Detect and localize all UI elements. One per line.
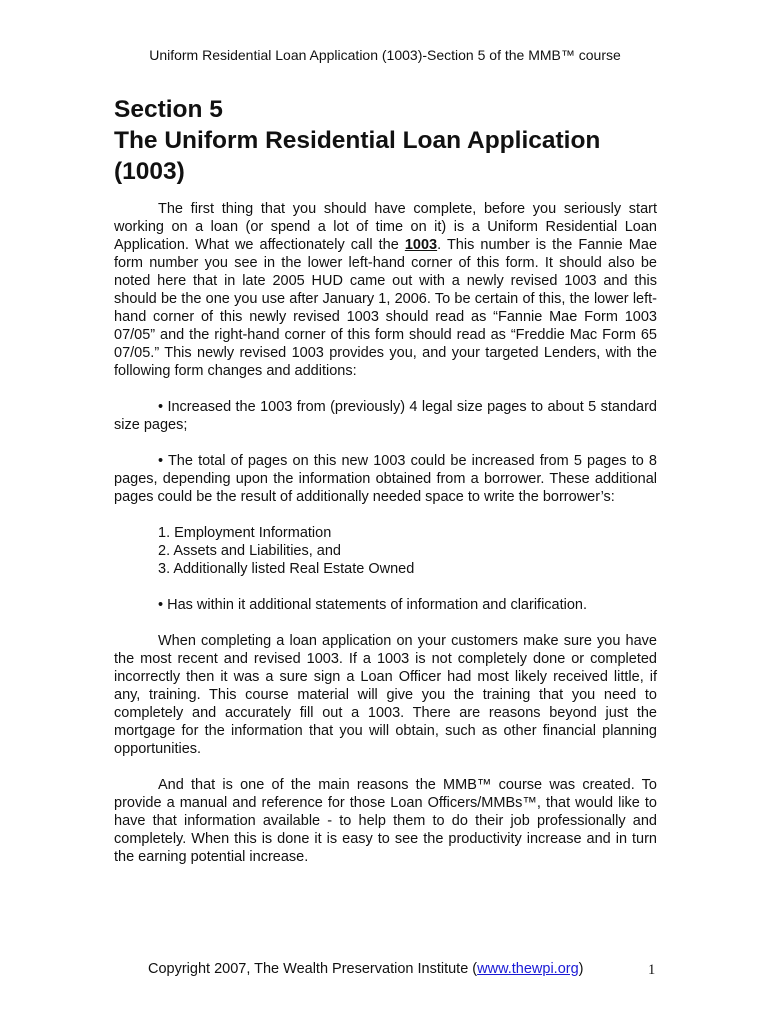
list-item: 1. Employment Information (158, 525, 332, 541)
page-number: 1 (648, 962, 656, 978)
section-title (114, 94, 674, 187)
list-item: 3. Additionally listed Real Estate Owned (158, 561, 415, 577)
section-title-line-2: The Uniform Residential Loan Application (114, 127, 601, 154)
intro-paragraph (114, 200, 657, 380)
list-item: 2. Assets and Liabilities, and (158, 543, 341, 559)
intro-text-end: . This number is the Fannie Mae form number you see in the lower left-hand corner of this form. It should also be noted here that in late 2005 HUD came out with a newly revised 1003 and this should be the one you use after January 1, 2006. To be certain of this, the lower left-hand corner of this newly revised 1003 should read as “Fannie Mae Form 1003 07/05” and the right-hand corner of this form should read as “Freddie Mac Form 65 07/05.” This newly revised 1003 provides you, and your targeted Lenders, with the following form changes and additions: (114, 237, 658, 379)
bullet-item-3: • Has within it additional statements of information and clarification. (158, 597, 588, 613)
running-header: Uniform Residential Loan Application (1003)-Section 5 of the MMB™ course (149, 47, 621, 63)
bullet-item-2: • The total of pages on this new 1003 could be increased from 5 pages to 8 pages, depending upon the information obtained from a borrower. These additional pages could be the result of additionally needed space to write the borrower’s: (114, 453, 657, 505)
intro-text-start: The first thing that you should have complete, before you seriously start working on a loan (or spend a lot of time on it) is a Uniform Residential Loan Application. What we affectionately call the (114, 201, 657, 253)
footer-copyright (148, 960, 584, 978)
paragraph-mmb-course: And that is one of the main reasons the MMB™ course was created. To provide a manual and reference for those Loan Officers/MMBs™, that would like to have that information available - to help them to do their job professionally and completely. When this is done it is easy to see the productivity increase and in turn the earning potential increase. (114, 777, 657, 865)
section-title-line-3: (1003) (114, 158, 185, 185)
form-number-1003: 1003 (404, 237, 438, 253)
copyright-text: Copyright 2007, The Wealth Preservation Institute ( (148, 961, 478, 977)
body-text (114, 200, 657, 884)
website-link[interactable]: www.thewpi.org (477, 961, 579, 977)
numbered-list (114, 524, 657, 578)
bullet-item-1: • Increased the 1003 from (previously) 4 legal size pages to about 5 standard size pages; (114, 399, 657, 433)
paragraph-loan-application: When completing a loan application on your customers make sure you have the most recent and revised 1003. If a 1003 is not completely done or completed incorrectly then it was a sure sign a Loan Officer had most likely received little, if any, training. This course material will give you the training that you need to completely and accurately fill out a 1003. There are reasons beyond just the mortgage for the information that you will obtain, such as other financial planning opportunities. (114, 633, 657, 757)
copyright-close: ) (578, 961, 584, 977)
section-title-line-1: Section 5 (114, 96, 223, 123)
